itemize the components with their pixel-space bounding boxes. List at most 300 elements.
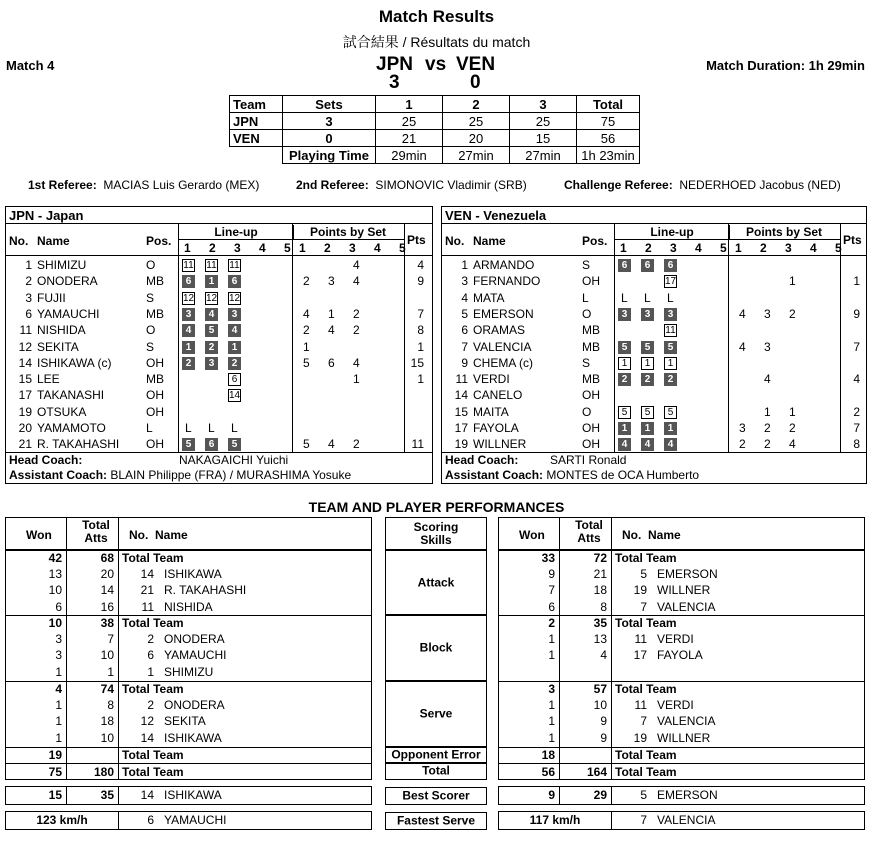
fastest-serve-row [5, 811, 372, 830]
header-no-name: No. Name [622, 528, 681, 542]
player-won: 1 [548, 714, 555, 729]
player-row [442, 339, 866, 355]
player-name: NISHIDA [37, 323, 86, 338]
lineup-position-box: 5 [664, 341, 677, 354]
skill-attack-text: Attack [417, 575, 455, 589]
lineup-position-box: 11 [206, 260, 217, 271]
lineup-position-box: 3 [641, 308, 654, 321]
lineup-position-box: 2 [664, 373, 677, 386]
lineup-position-box: 6 [228, 275, 241, 288]
divider [611, 787, 612, 804]
set-points: 2 [764, 437, 771, 452]
second-referee: SIMONOVIC Vladimir (SRB) [375, 178, 527, 192]
player-atts: 18 [593, 583, 607, 598]
lineup-libero: L [644, 290, 651, 305]
assistant-coach-name: MONTES de OCA Humberto [546, 468, 700, 482]
lineup-position-box: 6 [205, 438, 218, 451]
player-total-points: 8 [853, 437, 860, 452]
player-name: SEKITA [164, 714, 206, 729]
player-position: O [146, 258, 156, 272]
header-points-set: 5 [835, 241, 842, 255]
scoring-skills-header-text: Scoring Skills [413, 520, 459, 547]
player-position: L [146, 421, 153, 435]
player-position: O [582, 306, 592, 321]
player-atts: 13 [593, 632, 607, 646]
player-number: 11 [634, 632, 647, 646]
player-number: 2 [147, 698, 154, 712]
player-number: 21 [140, 583, 154, 598]
player-position: S [146, 290, 155, 305]
player-position: S [582, 258, 591, 272]
player-number: 15 [454, 404, 468, 419]
player-name: CANELO [473, 388, 523, 403]
set-points: 2 [303, 323, 310, 338]
header-lineup-set: 4 [259, 241, 266, 255]
player-total-points: 2 [853, 404, 860, 419]
player-number: 7 [640, 714, 647, 729]
player-number: 11 [634, 698, 647, 712]
set-points: 2 [789, 421, 796, 435]
player-name: ISHIKAWA (c) [37, 355, 112, 370]
lineup-position-box: 12 [183, 292, 195, 304]
total-team-atts: 68 [100, 551, 114, 565]
player-total-points: 4 [417, 258, 424, 272]
row-sets: 3 [283, 113, 376, 130]
player-total-points: 9 [853, 306, 860, 321]
lineup-libero: L [208, 421, 215, 435]
player-position: OH [146, 355, 164, 370]
team-title: VEN - Venezuela [445, 208, 547, 223]
lineup-position-box: 2 [228, 357, 241, 370]
row-set1: 21 [376, 130, 443, 147]
player-number: 19 [454, 437, 468, 452]
skill-block-text: Block [419, 640, 453, 655]
player-number: 6 [461, 323, 468, 338]
player-row [442, 290, 866, 306]
header-points-set: 4 [374, 241, 381, 255]
player-position: OH [146, 388, 164, 403]
set-points: 5 [303, 355, 310, 370]
lineup-position-box: 6 [664, 259, 677, 272]
player-position: S [146, 339, 155, 354]
player-name: ONODERA [164, 698, 225, 712]
player-won: 1 [548, 648, 555, 663]
player-won: 3 [55, 632, 62, 646]
header-pos: Pos. [146, 234, 172, 248]
player-atts: 21 [593, 567, 607, 581]
set-points: 4 [789, 437, 796, 452]
player-name: NISHIDA [164, 599, 213, 614]
row-set2: 20 [443, 130, 510, 147]
header-lineup-set: 5 [284, 241, 291, 255]
header-lineup: Line-up [178, 225, 294, 240]
player-atts: 4 [600, 648, 607, 663]
player-row [6, 387, 432, 403]
player-total-points: 11 [411, 437, 424, 452]
lineup-position-box: 3 [205, 357, 218, 370]
skill-attack [385, 549, 487, 616]
best-scorer-name: EMERSON [657, 788, 718, 802]
lineup-position-box: 4 [182, 324, 195, 337]
assistant-coach-name: BLAIN Philippe (FRA) / MURASHIMA Yosuke [110, 468, 352, 482]
player-number: 1 [25, 258, 32, 272]
player-number: 5 [640, 567, 647, 581]
header-lineup: Line-up [614, 225, 730, 240]
player-name: CHEMA (c) [473, 355, 533, 370]
total-team-won: 42 [48, 551, 62, 565]
header-points-set: 5 [399, 241, 406, 255]
player-won: 1 [548, 698, 555, 712]
player-number: 15 [18, 372, 32, 387]
section-divider [6, 615, 371, 616]
player-name: OTSUKA [37, 404, 87, 419]
fastest-serve-name: VALENCIA [657, 813, 716, 827]
player-atts: 10 [593, 698, 607, 712]
lineup-position-box: 1 [228, 341, 241, 354]
header-pts: Pts [843, 233, 862, 247]
section-divider [499, 681, 864, 682]
player-position: S [582, 355, 591, 370]
player-number: 1 [147, 664, 154, 679]
set-points: 5 [303, 437, 310, 452]
set-points: 2 [764, 421, 771, 435]
player-position: MB [146, 274, 164, 289]
lineup-position-box: 11 [665, 325, 676, 337]
head-coach [9, 453, 289, 467]
set-points: 3 [739, 421, 746, 435]
player-number: 6 [25, 306, 32, 321]
player-name: VERDI [657, 698, 694, 712]
player-row [6, 257, 432, 273]
header-total-atts: Total Atts [575, 518, 603, 545]
player-position: OH [582, 437, 600, 452]
lineup-position-box: 1 [182, 341, 195, 354]
player-name: MATA [473, 290, 505, 305]
player-number: 19 [633, 730, 647, 745]
second-referee-label: 2nd Referee: [296, 178, 369, 192]
player-atts: 10 [100, 730, 114, 745]
perf-header [498, 517, 865, 551]
lineup-position-box: 4 [205, 308, 218, 321]
total-team-won: 4 [55, 682, 62, 696]
lineup-position-box: 2 [182, 357, 195, 370]
player-total-points: 1 [853, 274, 860, 289]
player-name: SHIMIZU [37, 258, 87, 272]
opp-error-won: 19 [48, 748, 62, 762]
header-lineup-set: 2 [645, 241, 652, 255]
fastest-serve-speed: 117 km/h [529, 813, 581, 827]
player-total-points: 1 [417, 372, 424, 387]
fastest-serve-label-text: Fastest Serve [396, 813, 476, 828]
player-number: 6 [147, 648, 154, 663]
lineup-libero: L [621, 290, 628, 305]
set-points: 3 [764, 306, 771, 321]
player-row [6, 355, 432, 371]
player-atts: 16 [100, 599, 114, 614]
skill-serve-text: Serve [419, 706, 453, 721]
player-row [6, 404, 432, 420]
player-number: 2 [25, 274, 32, 289]
lineup-position-box: 1 [664, 422, 677, 435]
player-number: 7 [461, 339, 468, 354]
fastest-serve-speed: 123 km/h [36, 813, 88, 827]
player-name: WILLNER [657, 730, 711, 745]
team-a-score: 3 [389, 72, 400, 93]
skill-total-text: Total [422, 763, 450, 778]
player-name: VALENCIA [657, 599, 716, 614]
head-coach-label: Head Coach: [445, 453, 519, 467]
player-won: 9 [548, 567, 555, 581]
header-points-set: 4 [810, 241, 817, 255]
assistant-coach [445, 468, 699, 482]
set-points: 4 [764, 372, 771, 387]
set-points: 6 [328, 355, 335, 370]
lineup-header [442, 224, 866, 256]
lineup-position-box: 5 [641, 406, 654, 419]
player-row [6, 420, 432, 436]
lineup-header [6, 224, 432, 256]
total-team-label: Total Team [122, 616, 184, 630]
player-name: R. TAKAHASHI [37, 437, 120, 452]
total-label: Total Team [615, 765, 677, 779]
row-set3: 15 [510, 130, 577, 147]
best-scorer-label [385, 787, 487, 805]
lineup-position-box: 5 [205, 324, 218, 337]
lineup-position-box: 2 [205, 341, 218, 354]
head-coach-name: NAKAGAICHI Yuichi [179, 453, 289, 467]
divider [611, 518, 612, 550]
player-number: 19 [633, 583, 647, 598]
header-no: No. [9, 234, 29, 248]
lineup-libero: L [667, 290, 674, 305]
lineup-position-box: 5 [664, 406, 677, 419]
player-name: MAITA [473, 404, 509, 419]
player-won: 6 [548, 599, 555, 614]
player-row [6, 322, 432, 338]
total-team-label: Total Team [122, 682, 184, 696]
referee-line-2 [296, 178, 527, 192]
opp-error-label: Total Team [122, 748, 184, 762]
player-row [6, 339, 432, 355]
row-set1: 25 [376, 113, 443, 130]
scoring-skills-header [385, 517, 487, 551]
match-number: Match 4 [6, 58, 55, 73]
player-number: 17 [454, 421, 468, 435]
player-row [6, 436, 432, 452]
time-total: 1h 23min [577, 147, 640, 164]
lineup-position-box: 5 [618, 341, 631, 354]
header-lineup-set: 5 [720, 241, 727, 255]
lineup-position-box: 4 [641, 438, 654, 451]
assistant-coach-label: Assistant Coach: [9, 468, 108, 482]
player-number: 14 [18, 355, 32, 370]
total-team-label: Total Team [615, 551, 677, 565]
player-number: 14 [140, 567, 154, 581]
set-points: 3 [764, 339, 771, 354]
player-number: 19 [18, 404, 32, 419]
header-pos: Pos. [582, 234, 608, 248]
player-position: L [582, 290, 589, 305]
lineup-position-box: 6 [182, 275, 195, 288]
player-row [442, 404, 866, 420]
player-name: LEE [37, 372, 60, 387]
best-scorer-won: 9 [548, 788, 555, 802]
player-number: 14 [140, 730, 154, 745]
player-atts: 18 [100, 714, 114, 729]
player-atts: 14 [100, 583, 114, 598]
set-points: 2 [739, 437, 746, 452]
lineup-position-box: 3 [664, 308, 677, 321]
player-number: 3 [25, 290, 32, 305]
total-team-won: 3 [548, 682, 555, 696]
player-row [442, 420, 866, 436]
player-name: R. TAKAHASHI [164, 583, 247, 598]
set-points: 1 [764, 404, 771, 419]
player-number: 4 [461, 290, 468, 305]
assistant-coach-label: Assistant Coach: [445, 468, 544, 482]
set-points: 4 [739, 306, 746, 321]
player-number: 7 [640, 599, 647, 614]
set-points: 4 [328, 323, 335, 338]
player-name: SHIMIZU [164, 664, 214, 679]
player-position: MB [582, 323, 600, 338]
player-position: OH [582, 421, 600, 435]
header-no: No. [445, 234, 465, 248]
set-points: 4 [739, 339, 746, 354]
lineup-position-box: 1 [618, 422, 631, 435]
lineup-libero: L [185, 421, 192, 435]
row-set2: 25 [443, 113, 510, 130]
lineup-position-box: 6 [228, 373, 241, 386]
lineup-position-box: 5 [228, 438, 241, 451]
time-set1: 29min [376, 147, 443, 164]
time-set2: 27min [443, 147, 510, 164]
lineup-position-box: 1 [641, 357, 654, 370]
lineup-position-box: 4 [618, 438, 631, 451]
player-name: EMERSON [657, 567, 718, 581]
row-team: JPN [230, 113, 283, 130]
set-points: 4 [328, 437, 335, 452]
lineup-position-box: 6 [618, 259, 631, 272]
player-number: 11 [141, 599, 154, 614]
row-sets: 0 [283, 130, 376, 147]
divider [118, 812, 119, 829]
perf-body [498, 549, 865, 780]
player-number: 12 [18, 339, 32, 354]
match-duration: Match Duration: 1h 29min [706, 58, 865, 73]
best-scorer-name: ISHIKAWA [164, 788, 222, 802]
player-position: OH [582, 274, 600, 289]
header-points-set: 1 [299, 241, 306, 255]
header-points-set: 2 [324, 241, 331, 255]
player-row [6, 290, 432, 306]
total-team-atts: 74 [100, 682, 114, 696]
total-won: 75 [48, 765, 62, 779]
opp-error-label: Total Team [615, 748, 677, 762]
player-position: MB [146, 306, 164, 321]
lineup-position-box: 1 [641, 422, 654, 435]
lineup-position-box: 12 [229, 292, 241, 304]
vs-label: vs [425, 54, 447, 75]
player-position: O [582, 404, 592, 419]
player-row [6, 273, 432, 289]
player-number: 17 [18, 388, 32, 403]
player-name: FUJII [37, 290, 66, 305]
page-subtitle: 試合結果 / Résultats du match [342, 34, 531, 50]
divider [66, 518, 67, 550]
best-scorer-number: 5 [640, 788, 647, 802]
player-name: ORAMAS [473, 323, 526, 338]
first-referee: MACIAS Luis Gerardo (MEX) [103, 178, 260, 192]
best-scorer-label-text: Best Scorer [402, 788, 470, 803]
player-name: FAYOLA [657, 648, 703, 663]
total-team-label: Total Team [122, 551, 184, 565]
header-lineup-set: 3 [670, 241, 677, 255]
section-divider [499, 763, 864, 764]
set-points: 1 [303, 339, 310, 354]
lineup-position-box: 3 [228, 308, 241, 321]
header-set3: 3 [510, 96, 577, 113]
player-atts: 7 [107, 632, 114, 646]
lineup-libero: L [231, 421, 238, 435]
total-team-won: 33 [541, 551, 555, 565]
player-won: 1 [55, 664, 62, 679]
row-total: 75 [577, 113, 640, 130]
perf-body [5, 549, 372, 780]
player-number: 20 [18, 421, 32, 435]
referee-line-1 [28, 178, 259, 192]
set-points: 1 [353, 372, 360, 387]
player-won: 1 [55, 698, 62, 712]
lineup-position-box: 14 [229, 390, 241, 402]
jpn-team-panel [5, 206, 433, 484]
header-points-set: 1 [735, 241, 742, 255]
set-points: 2 [303, 274, 310, 289]
lineup-position-box: 3 [182, 308, 195, 321]
team-title: JPN - Japan [9, 208, 84, 223]
player-won: 1 [548, 730, 555, 745]
player-number: 3 [461, 274, 468, 289]
player-total-points: 7 [417, 306, 424, 321]
head-coach [445, 453, 627, 467]
player-row [442, 257, 866, 273]
header-set1: 1 [376, 96, 443, 113]
player-position: OH [146, 437, 164, 452]
player-total-points: 1 [417, 339, 424, 354]
player-total-points: 15 [410, 355, 424, 370]
total-team-label: Total Team [615, 682, 677, 696]
total-team-atts: 57 [593, 682, 607, 696]
player-position: OH [146, 404, 164, 419]
player-number: 5 [461, 306, 468, 321]
header-no-name: No. Name [129, 528, 188, 542]
total-won: 56 [541, 765, 555, 779]
player-atts: 1 [107, 664, 114, 679]
player-won: 7 [548, 583, 555, 598]
player-position: MB [582, 339, 600, 354]
fastest-serve-number: 6 [147, 813, 154, 827]
player-name: YAMAUCHI [37, 306, 100, 321]
perf-header [5, 517, 372, 551]
player-total-points: 9 [417, 274, 424, 289]
section-divider [6, 763, 371, 764]
header-set2: 2 [443, 96, 510, 113]
header-lineup-set: 3 [234, 241, 241, 255]
header-name: Name [37, 234, 70, 248]
best-scorer-row [5, 786, 372, 805]
player-name: TAKANASHI [37, 388, 105, 403]
player-name: ARMANDO [473, 258, 535, 272]
